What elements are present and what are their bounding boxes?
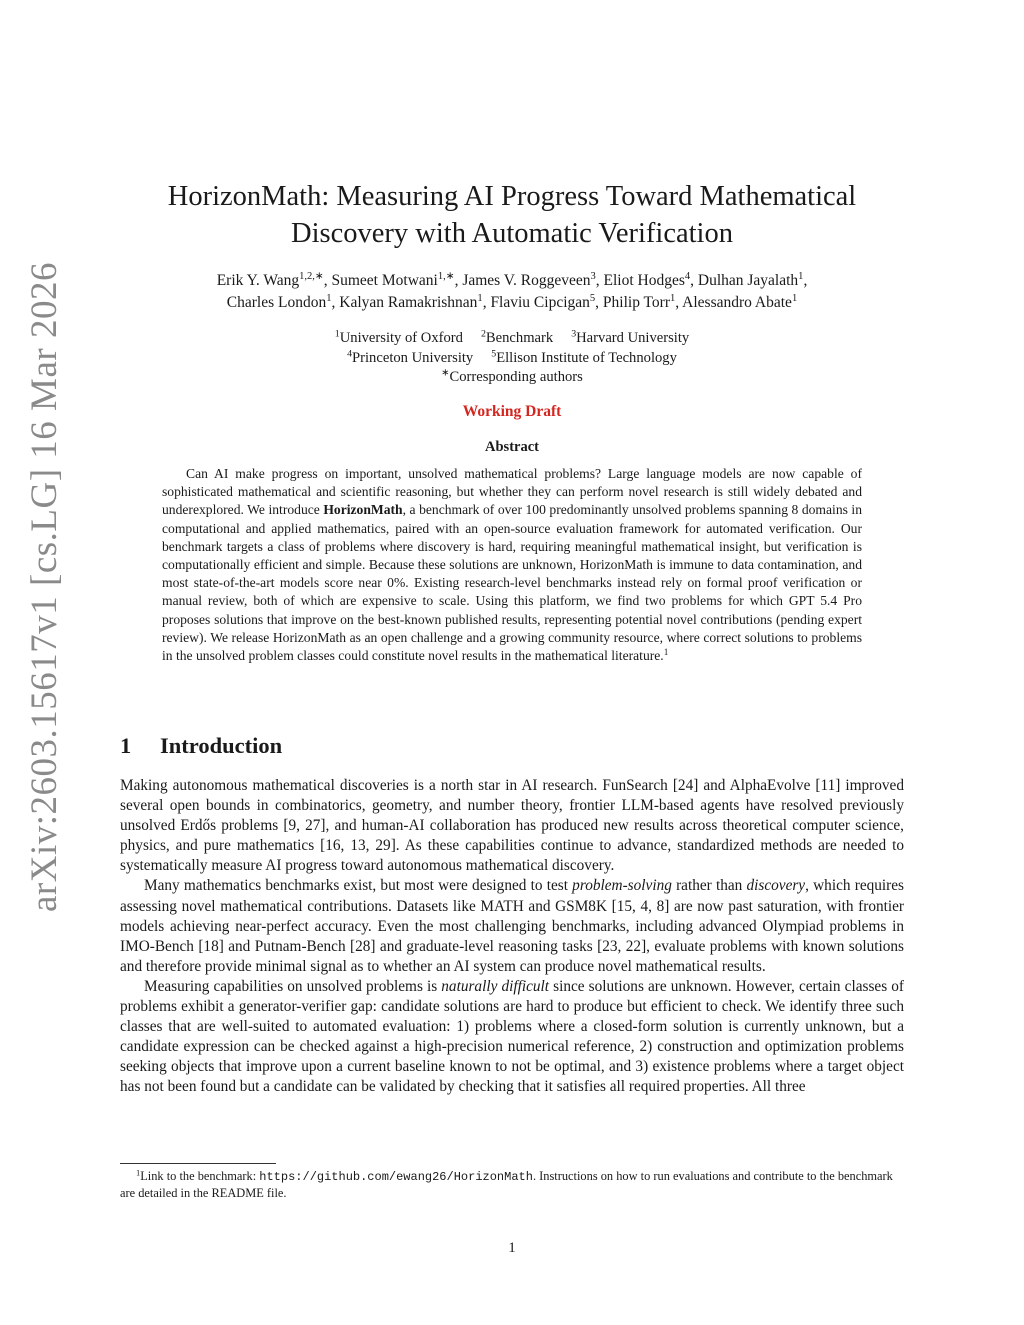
benchmark-link[interactable]: https://github.com/ewang26/HorizonMath bbox=[259, 1170, 533, 1184]
abstract-part: , a benchmark of over 100 predominantly unsolved problems spanning 8 domains in computational and applied mathematics, paired with an open-source evaluation framework for automated verification. Our benchmark targets a class of problems where discovery is hard, requiring meaningful mathematical insight, but verification is computationally efficient and simple. Because these solutions are unknown, HorizonMath is immune to data contamination, and most state-of-the-art models score near 0%. Existing research-level benchmarks instead rely on formal proof verification or manual review, both of which are expensive to scale. Using this platform, we find two problems for which GPT 5.4 Pro proposes solutions that improve on the best-known published results, representing potential novel contributions (pending expert review). We release HorizonMath as an open challenge and a growing community resource, where correct solutions to problems in the unsolved problem classes could constitute novel results in the mathematical literature. bbox=[162, 502, 862, 664]
authors-line-1 bbox=[120, 270, 904, 292]
author-separator: , bbox=[331, 294, 340, 311]
author-affiliation-mark: 1 bbox=[798, 271, 804, 283]
affiliation: University of Oxford bbox=[339, 330, 463, 346]
author-name: Kalyan Ramakrishnan bbox=[339, 294, 478, 311]
benchmark-name-bold: HorizonMath bbox=[323, 502, 403, 518]
paragraph-3 bbox=[120, 977, 904, 1098]
author-name: Dulhan Jayalath bbox=[697, 272, 799, 289]
corresponding-mark: ∗ bbox=[441, 367, 450, 379]
author-name: Flaviu Cipcigan bbox=[490, 294, 590, 311]
working-draft-label: Working Draft bbox=[462, 403, 562, 420]
author-name: Eliot Hodges bbox=[603, 272, 685, 289]
text-run: rather than bbox=[671, 877, 747, 895]
affiliation-list bbox=[120, 329, 904, 388]
italic-text: naturally difficult bbox=[441, 977, 550, 995]
section-title: Introduction bbox=[160, 733, 283, 758]
author-affiliation-mark: 1,∗ bbox=[437, 271, 455, 283]
affiliation: Harvard University bbox=[576, 330, 690, 346]
affiliation-mark: 1 bbox=[334, 328, 340, 340]
italic-text: discovery bbox=[746, 877, 806, 895]
author-separator: , bbox=[690, 272, 698, 289]
author-name: Erik Y. Wang bbox=[216, 272, 300, 289]
abstract-text bbox=[162, 465, 862, 665]
author-separator: , bbox=[323, 272, 332, 289]
page-number: 1 bbox=[508, 1240, 516, 1256]
author-list bbox=[120, 270, 904, 314]
affiliations-line-2 bbox=[120, 349, 904, 369]
author-affiliation-mark: 4 bbox=[684, 271, 691, 283]
author-name: Sumeet Motwani bbox=[331, 272, 438, 289]
author-separator: , bbox=[803, 272, 808, 289]
text-run: since solutions are unknown. However, certain classes of problems exhibit a generator-verifier gap: candidate solutions are hard to produce but efficient to check. We identify three such classes that are well-suited to automated evaluation: 1) problems where a closed-form solution is currently unknown, but a candidate expression can be checked against a high-precision numerical reference, 2) construction and optimization problems seeking objects that improve upon a current baseline known to not be optimal, and 3) existence problems where a target object has not been found but a candidate can be validated by checking that it satisfies all required properties. All three bbox=[120, 977, 904, 1096]
section-heading-introduction bbox=[120, 733, 904, 759]
author-separator: , bbox=[482, 294, 491, 311]
affiliation: Ellison Institute of Technology bbox=[496, 349, 677, 366]
footnote-text: Link to the benchmark: bbox=[140, 1169, 260, 1183]
footnote-1 bbox=[120, 1168, 904, 1201]
paragraph-2 bbox=[120, 876, 904, 976]
affiliations-line-1 bbox=[120, 329, 904, 349]
author-affiliation-mark: 1 bbox=[791, 293, 798, 305]
author-affiliation-mark: 5 bbox=[589, 293, 596, 305]
introduction-body bbox=[120, 776, 904, 1098]
author-separator: , bbox=[454, 272, 463, 289]
authors-line-2 bbox=[120, 292, 904, 314]
affiliation-mark: 4 bbox=[347, 348, 353, 360]
author-name: Alessandro Abate bbox=[682, 294, 792, 311]
arxiv-identifier-stamp: arXiv:2603.15617v1 [cs.LG] 16 Mar 2026 bbox=[24, 262, 65, 912]
author-separator: , bbox=[595, 294, 603, 311]
title-line-2: Discovery with Automatic Verification bbox=[291, 218, 733, 249]
affiliation: Princeton University bbox=[352, 349, 474, 366]
author-name: Philip Torr bbox=[602, 294, 670, 311]
footnote-text: . Instructions on how to run evaluations and contribute to the benchmark are detailed in the README file. bbox=[120, 1169, 893, 1200]
text-run: Many mathematics benchmarks exist, but most were designed to test bbox=[144, 877, 573, 895]
author-affiliation-mark: 1,2,∗ bbox=[299, 271, 324, 283]
paper-title bbox=[120, 178, 904, 252]
text-run: , which requires assessing novel mathematical contributions. Datasets like MATH and GSM8K [15, 4, 8] are now past saturation, with frontier models achieving near-perfect accuracy. Even the most challenging benchmarks, including advanced Olympiad problems in IMO-Bench [18] and Putnam-Bench [28] and graduate-level reasoning tasks [23, 22], evaluate problems with known solutions and therefore provide minimal signal as to whether an AI system can produce novel mathematical results. bbox=[120, 877, 904, 975]
author-affiliation-mark: 3 bbox=[590, 271, 596, 283]
footnote-number: 1 bbox=[136, 1167, 141, 1178]
affiliation-mark: 2 bbox=[480, 328, 486, 340]
corresponding-label: Corresponding authors bbox=[449, 369, 583, 385]
affiliation-mark: 5 bbox=[491, 348, 497, 360]
paragraph-1: Making autonomous mathematical discoveries is a north star in AI research. FunSearch [24] and AlphaEvolve [11] improved several open bounds in combinatorics, geometry, and number theory, frontier LLM-based agents have resolved previously unsolved Erdős problems [9, 27], and human-AI collaboration has produced new results across theoretical computer science, physics, and pure mathematics [16, 13, 29]. As these capabilities continue to advance, standardized methods are needed to systematically measure AI progress toward autonomous mathematical discovery. bbox=[120, 777, 904, 875]
abstract-heading: Abstract bbox=[485, 439, 539, 455]
author-separator: , bbox=[595, 272, 604, 289]
footnote-divider bbox=[120, 1163, 276, 1164]
author-separator: , bbox=[675, 294, 683, 311]
footnote-mark: 1 bbox=[663, 646, 669, 657]
abstract-part: Can AI make progress on important, unsolved mathematical problems? Large language models are now capable of sophisticated mathematical and scientific reasoning, but whether they can perform novel research is still widely debated and underexplored. We introduce bbox=[162, 466, 862, 518]
affiliation: Benchmark bbox=[485, 330, 554, 346]
italic-text: problem-solving bbox=[572, 877, 672, 895]
author-affiliation-mark: 1 bbox=[326, 293, 332, 305]
author-name: Charles London bbox=[226, 294, 327, 311]
author-name: James V. Roggeveen bbox=[462, 272, 591, 289]
text-run: Measuring capabilities on unsolved problems is bbox=[144, 977, 442, 995]
section-number: 1 bbox=[120, 733, 132, 758]
title-line-1: HorizonMath: Measuring AI Progress Toward Mathematical bbox=[167, 181, 857, 212]
author-affiliation-mark: 1 bbox=[670, 293, 676, 305]
author-affiliation-mark: 1 bbox=[477, 293, 483, 305]
affiliation-mark: 3 bbox=[571, 328, 577, 340]
corresponding-note bbox=[120, 368, 904, 388]
